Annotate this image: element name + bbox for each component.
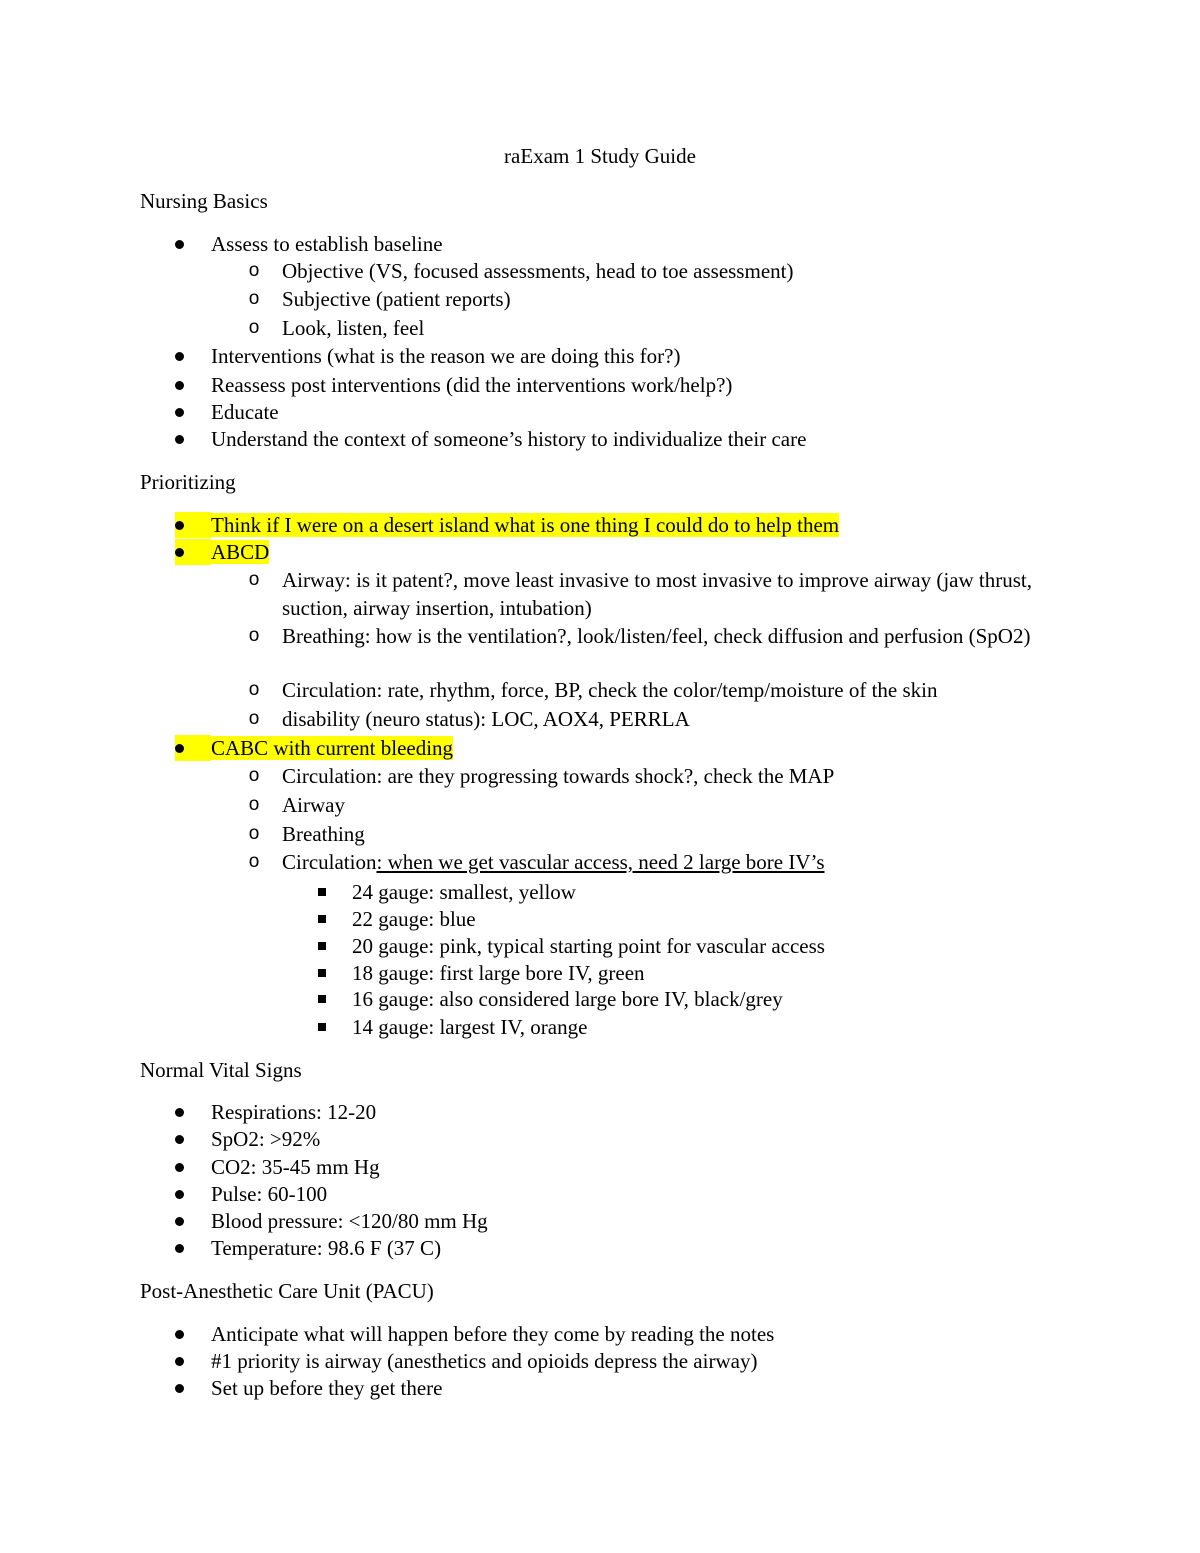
list-item (211, 1348, 757, 1374)
list-item (248, 622, 1072, 650)
list-item-text: disability (neuro status): LOC, AOX4, PERRLA (282, 707, 690, 731)
bullet-icon (175, 1384, 184, 1393)
list-item-text: Objective (VS, focused assessments, head to toe assessment) (282, 259, 794, 283)
list-item (352, 933, 825, 959)
list-item (248, 763, 1072, 789)
list-item (211, 343, 680, 369)
list-item (211, 372, 732, 398)
list-item (248, 315, 1072, 341)
list-item (248, 677, 1072, 703)
list-item (248, 849, 1072, 875)
list-item (248, 821, 1072, 847)
circle-bullet-icon: o (248, 569, 260, 590)
list-item-text: CO2: 35-45 mm Hg (211, 1155, 380, 1179)
list-item-text: Airway (282, 793, 345, 817)
list-item (211, 539, 269, 565)
list-item-text: Circulation: are they progressing towards shock?, check the MAP (282, 764, 835, 788)
circle-bullet-icon: o (248, 794, 260, 815)
list-item (211, 1154, 380, 1180)
list-item-text: Assess to establish baseline (211, 232, 443, 256)
circle-bullet-icon: o (248, 851, 260, 872)
list-item-text: Pulse: 60-100 (211, 1182, 328, 1206)
list-item-text: Temperature: 98.6 F (37 C) (211, 1236, 442, 1260)
list-item (248, 258, 1072, 284)
list-item-text: Look, listen, feel (282, 316, 425, 340)
list-item-text: Think if I were on a desert island what is one thing I could do to help them (211, 513, 840, 537)
list-item-text: Breathing: how is the ventilation?, look/listen/feel, check diffusion and perfusion (SpO2) (282, 624, 1031, 648)
circle-bullet-icon: o (248, 823, 260, 844)
list-item (211, 735, 453, 761)
bullet-icon (175, 352, 184, 361)
list-item (211, 399, 279, 425)
list-item-text: Circulation: rate, rhythm, force, BP, check the color/temp/moisture of the skin (282, 678, 938, 702)
section-heading-vital-signs: Normal Vital Signs (140, 1058, 302, 1082)
list-item (211, 426, 806, 452)
list-item-text: 16 gauge: also considered large bore IV, black/grey (352, 987, 783, 1011)
list-item (352, 879, 576, 905)
bullet-icon (175, 1357, 184, 1366)
circle-bullet-icon: o (248, 625, 260, 646)
square-bullet-icon (318, 1023, 326, 1031)
list-item (352, 986, 783, 1012)
list-item-text: ABCD (211, 540, 270, 564)
list-item-text: 20 gauge: pink, typical starting point for vascular access (352, 934, 825, 958)
list-item (211, 1321, 774, 1347)
list-item (211, 1208, 488, 1234)
list-item-text: 22 gauge: blue (352, 907, 476, 931)
list-item-text: 24 gauge: smallest, yellow (352, 880, 576, 904)
square-bullet-icon (318, 969, 326, 977)
section-heading-nursing-basics: Nursing Basics (140, 189, 268, 213)
list-item-text: Respirations: 12-20 (211, 1100, 377, 1124)
bullet-icon (175, 1330, 184, 1339)
bullet-icon (175, 744, 184, 753)
list-item-text: SpO2: >92% (211, 1127, 321, 1151)
bullet-icon (175, 1190, 184, 1199)
bullet-icon (175, 1135, 184, 1144)
bullet-icon (175, 1217, 184, 1226)
bullet-icon (175, 548, 184, 557)
square-bullet-icon (318, 942, 326, 950)
bullet-icon (175, 1244, 184, 1253)
list-item-text: Breathing (282, 822, 365, 846)
bullet-icon (175, 521, 184, 530)
list-item-text: Anticipate what will happen before they come by reading the notes (211, 1322, 775, 1346)
list-item-text: #1 priority is airway (anesthetics and opioids depress the airway) (211, 1349, 758, 1373)
list-item-text: Educate (211, 400, 279, 424)
list-item-text: Subjective (patient reports) (282, 287, 511, 311)
list-item (248, 286, 1072, 312)
list-item (352, 906, 476, 932)
list-item (248, 706, 1072, 732)
square-bullet-icon (318, 888, 326, 896)
bullet-icon (175, 240, 184, 249)
circle-bullet-icon: o (248, 288, 260, 309)
list-item (211, 1181, 327, 1207)
list-item (352, 960, 645, 986)
list-item (248, 792, 1072, 818)
list-item (211, 1126, 320, 1152)
list-item-text: Interventions (what is the reason we are doing this for?) (211, 344, 681, 368)
bullet-icon (175, 435, 184, 444)
list-item (211, 231, 443, 257)
section-heading-prioritizing: Prioritizing (140, 470, 236, 494)
circle-bullet-icon: o (248, 708, 260, 729)
list-item-text: CABC with current bleeding (211, 736, 454, 760)
list-item-text: Airway: is it patent?, move least invasive to most invasive to improve airway (jaw thrust, suction, airway insertion, intubation) (282, 568, 1033, 620)
square-bullet-icon (318, 915, 326, 923)
list-item (211, 1099, 376, 1125)
list-item-text: Reassess post interventions (did the interventions work/help?) (211, 373, 733, 397)
section-heading-pacu: Post-Anesthetic Care Unit (PACU) (140, 1279, 434, 1303)
list-item-text-underlined: : when we get vascular access, need 2 large bore IV’s (376, 850, 825, 874)
list-item-text: Blood pressure: <120/80 mm Hg (211, 1209, 488, 1233)
list-item (211, 512, 839, 538)
list-item-text: Circulation (282, 850, 377, 874)
list-item (352, 1014, 587, 1040)
circle-bullet-icon: o (248, 765, 260, 786)
document-title: raExam 1 Study Guide (504, 144, 696, 168)
circle-bullet-icon: o (248, 260, 260, 281)
list-item (248, 566, 1072, 622)
circle-bullet-icon: o (248, 679, 260, 700)
list-item-text: 18 gauge: first large bore IV, green (352, 961, 645, 985)
bullet-icon (175, 1163, 184, 1172)
list-item-text: Set up before they get there (211, 1376, 443, 1400)
bullet-icon (175, 1108, 184, 1117)
circle-bullet-icon: o (248, 317, 260, 338)
bullet-icon (175, 381, 184, 390)
square-bullet-icon (318, 995, 326, 1003)
list-item (211, 1375, 443, 1401)
bullet-icon (175, 408, 184, 417)
list-item (211, 1235, 441, 1261)
list-item-text: 14 gauge: largest IV, orange (352, 1015, 588, 1039)
list-item-text: Understand the context of someone’s history to individualize their care (211, 427, 807, 451)
